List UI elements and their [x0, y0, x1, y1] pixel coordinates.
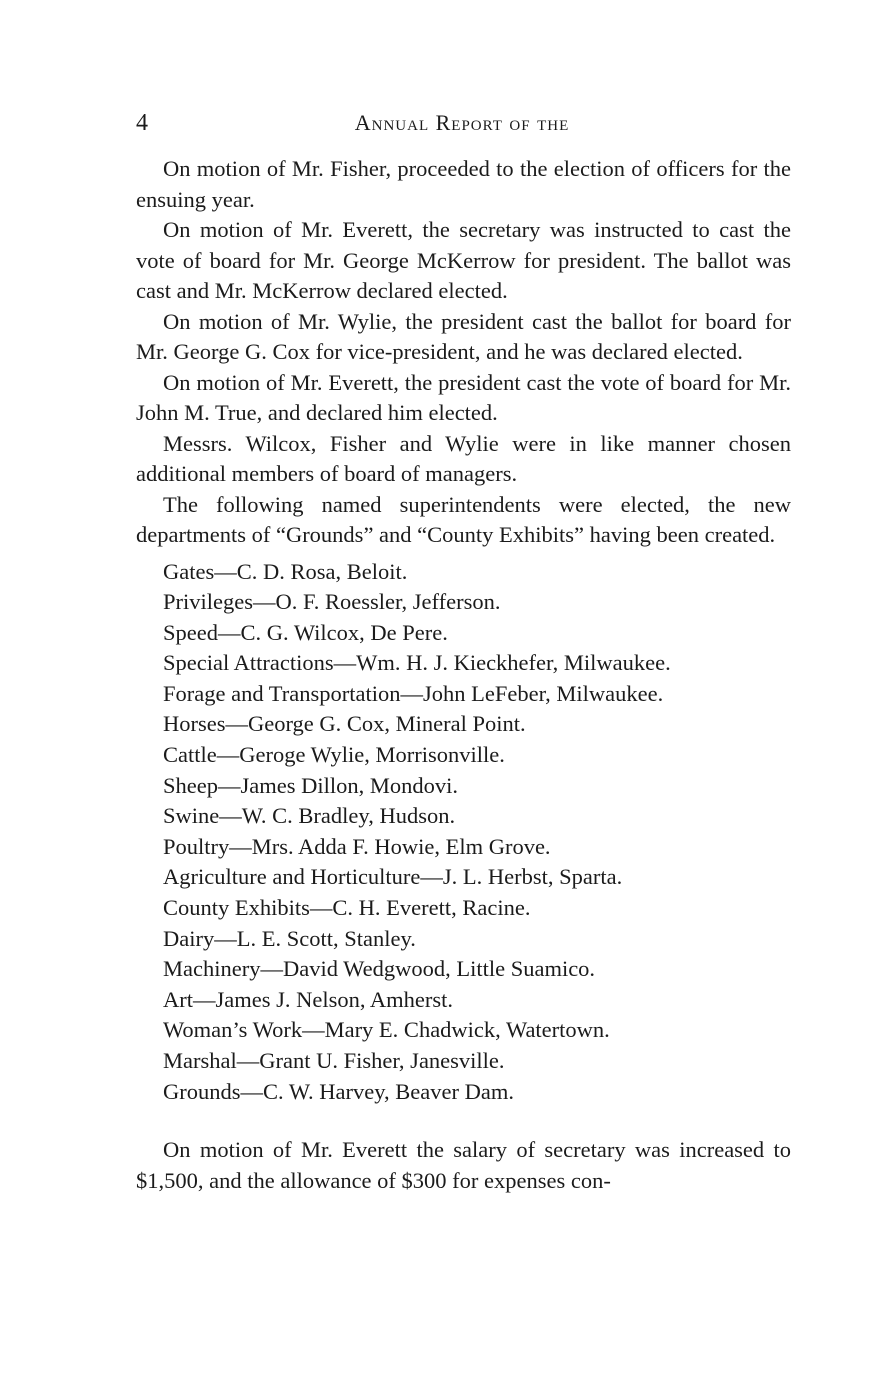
list-item: Swine—W. C. Bradley, Hudson.	[163, 803, 456, 829]
list-item: Gates—C. D. Rosa, Beloit.	[163, 558, 408, 584]
paragraph-election-of-officers: On motion of Mr. Fisher, proceeded to the election of officers for the ensuing year.	[136, 156, 791, 212]
list-item: Grounds—C. W. Harvey, Beaver Dam.	[163, 1078, 514, 1104]
paragraph-secretary-salary: On motion of Mr. Everett the salary of secretary was increased to $1,500, and the allowance of $300 for expenses con-	[136, 1137, 791, 1193]
superintendents-list	[136, 557, 791, 1108]
paragraph-president-vote: On motion of Mr. Everett, the secretary was instructed to cast the vote of board for Mr. George McKerrow for president. The ballot was cast and Mr. McKerrow declared elected.	[136, 217, 791, 303]
list-item: Dairy—L. E. Scott, Stanley.	[163, 925, 416, 951]
paragraph-true-vote: On motion of Mr. Everett, the president cast the vote of board for Mr. John M. True, and declared him elected.	[136, 369, 791, 425]
list-item: Privileges—O. F. Roessler, Jefferson.	[163, 589, 501, 615]
paragraph-vice-president-vote: On motion of Mr. Wylie, the president cast the ballot for board for Mr. George G. Cox for vice-president, and he was declared elected.	[136, 308, 791, 364]
list-item: Special Attractions—Wm. H. J. Kieckhefer, Milwaukee.	[163, 650, 671, 676]
list-item: Poultry—Mrs. Adda F. Howie, Elm Grove.	[163, 833, 551, 859]
body-text	[136, 154, 791, 1196]
list-item: Machinery—David Wedgwood, Little Suamico.	[163, 956, 596, 982]
paragraph-additional-managers: Messrs. Wilcox, Fisher and Wylie were in like manner chosen additional members of board of managers.	[136, 430, 791, 486]
running-head-title: Annual Report of the	[354, 110, 570, 135]
list-item: Horses—George G. Cox, Mineral Point.	[163, 711, 526, 737]
list-item: Forage and Transportation—John LeFeber, Milwaukee.	[163, 680, 664, 706]
list-item: Art—James J. Nelson, Amherst.	[163, 986, 453, 1012]
list-item: Speed—C. G. Wilcox, De Pere.	[163, 619, 448, 645]
running-head	[136, 110, 788, 140]
list-item: Sheep—James Dillon, Mondovi.	[163, 772, 458, 798]
page-number: 4	[136, 110, 148, 136]
list-item: County Exhibits—C. H. Everett, Racine.	[163, 895, 531, 921]
paragraph-superintendents-intro: The following named superintendents were elected, the new departments of “Grounds” and “County Exhibits” having been created.	[136, 491, 791, 547]
list-item: Marshal—Grant U. Fisher, Janesville.	[163, 1048, 505, 1073]
list-item: Cattle—Geroge Wylie, Morrisonville.	[163, 742, 505, 768]
list-item: Woman’s Work—Mary E. Chadwick, Watertown.	[163, 1017, 610, 1043]
list-item: Agriculture and Horticulture—J. L. Herbst, Sparta.	[163, 864, 623, 890]
